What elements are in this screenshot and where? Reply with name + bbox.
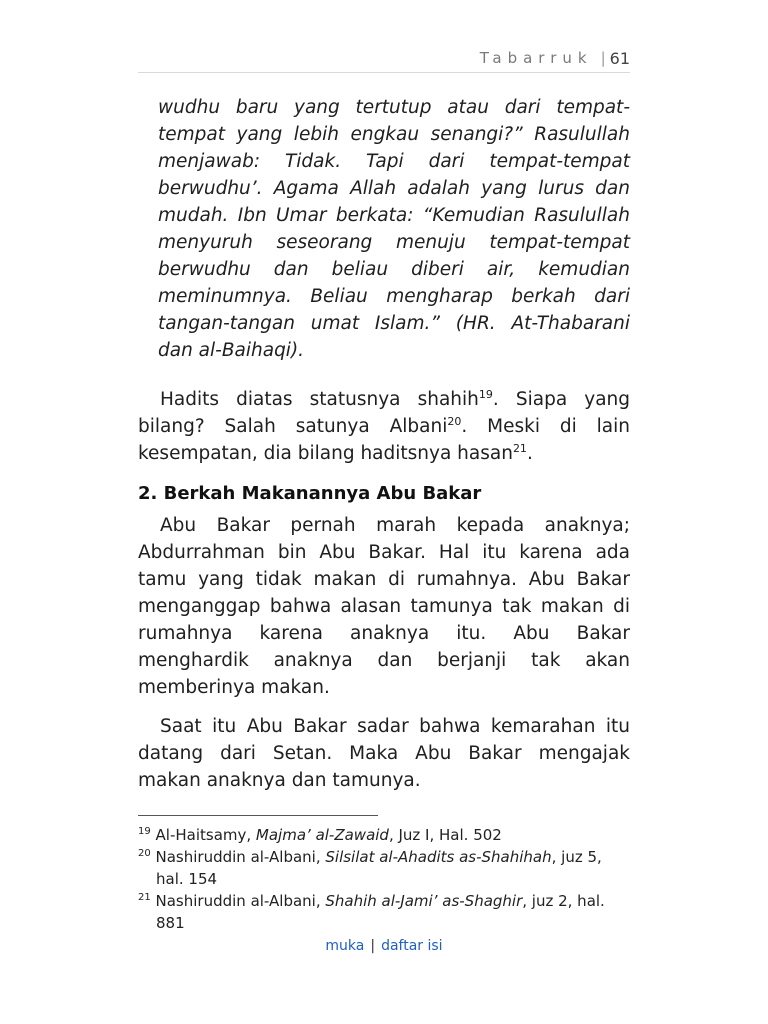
footer-separator: | <box>370 938 376 954</box>
footnote-ref-20[interactable]: 20 <box>447 414 462 428</box>
footnote-source-title: Silsilat al-Ahadits as-Shahihah <box>325 848 552 866</box>
footnote-text: , juz 2, hal. 881 <box>156 892 605 932</box>
footnote-text: , juz 5, hal. 154 <box>156 848 602 888</box>
footnote-number: 20 <box>138 848 151 859</box>
footnote-text: Al-Haitsamy, <box>155 826 256 844</box>
paragraph-abu-bakar-realized: Saat itu Abu Bakar sadar bahwa kemarahan itu datang dari Setan. Maka Abu Bakar mengajak makan anaknya dan tamunya. <box>138 716 630 791</box>
page-body <box>138 94 630 794</box>
footnote-ref-21[interactable]: 21 <box>512 441 527 455</box>
hadith-quote: wudhu baru yang tertutup atau dari tempat-tempat yang lebih engkau senangi?” Rasulullah menjawab: Tidak. Tapi dari tempat-tempat berwudhu’. Agama Allah adalah yang lurus dan mudah. Ibn Umar berkata: “Kemudian Rasulullah menyuruh seseorang menuju tempat-tempat berwudhu dan beliau diberi air, kemudian meminumnya. Beliau mengharap berkah dari tangan-tangan umat Islam.” (HR. At-Thabarani dan al-Baihaqi). <box>158 97 630 361</box>
footnote-text: , Juz I, Hal. 502 <box>388 826 502 844</box>
paragraph-text: Hadits diatas statusnya shahih <box>160 389 479 410</box>
paragraph-text: . <box>526 443 533 464</box>
running-title: Tabarruk <box>479 49 593 67</box>
paragraph-abu-bakar-angry: Abu Bakar pernah marah kepada anaknya; Abdurrahman bin Abu Bakar. Hal itu karena ada tamu yang tidak makan di rumahnya. Abu Bakar menganggap bahwa alasan tamunya tak makan di rumahnya karena anaknya itu. Abu Bakar menghardik anaknya dan berjanji tak akan memberinya makan. <box>138 515 630 698</box>
paragraph-hadith-status <box>138 386 630 467</box>
footnote-number: 19 <box>138 826 151 837</box>
footnote-text: Nashiruddin al-Albani, <box>155 892 326 910</box>
page-number: 61 <box>609 48 630 68</box>
section-heading: 2. Berkah Makanannya Abu Bakar <box>138 483 482 504</box>
home-link[interactable]: muka <box>325 938 365 954</box>
footnote-source-title: Shahih al-Jami’ as-Shaghir <box>325 892 523 910</box>
footnote-19 <box>138 824 630 846</box>
paragraph-text: . Siapa yang bilang? Salah satunya Albani <box>138 389 630 437</box>
footnote-number: 21 <box>138 892 151 903</box>
table-of-contents-link[interactable]: daftar isi <box>381 938 443 954</box>
page-header <box>138 46 630 73</box>
footnote-21 <box>138 890 630 934</box>
header-separator: | <box>600 49 606 67</box>
footnotes <box>138 824 630 934</box>
footnote-text: Nashiruddin al-Albani, <box>155 848 326 866</box>
footnote-divider <box>138 815 378 816</box>
footnote-20 <box>138 846 630 890</box>
footnote-source-title: Majma’ al-Zawaid <box>255 826 389 844</box>
page-footer <box>0 938 768 954</box>
paragraph-text: . Meski di lain kesempatan, dia bilang haditsnya hasan <box>138 416 630 464</box>
footnote-ref-19[interactable]: 19 <box>478 387 493 401</box>
